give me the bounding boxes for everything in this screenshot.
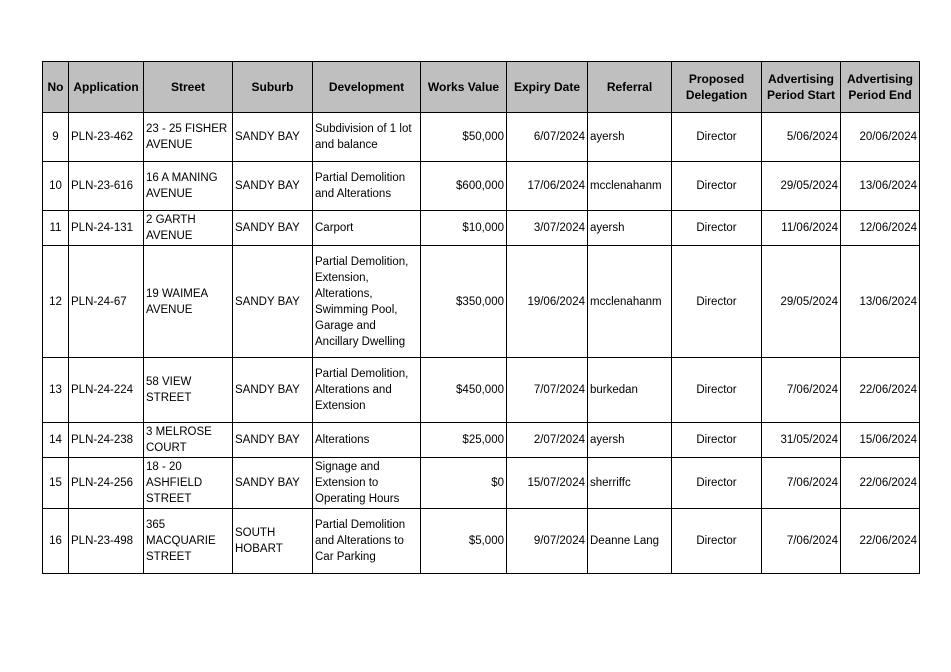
cell-referral: Deanne Lang (588, 509, 672, 574)
cell-expiry-date: 2/07/2024 (507, 423, 588, 458)
cell-application: PLN-23-462 (69, 113, 144, 162)
cell-no: 12 (43, 246, 69, 358)
cell-expiry-date: 7/07/2024 (507, 358, 588, 423)
table-row (43, 458, 920, 509)
cell-application: PLN-24-67 (69, 246, 144, 358)
cell-suburb: SANDY BAY (233, 358, 313, 423)
cell-no: 13 (43, 358, 69, 423)
cell-advertising-start: 7/06/2024 (762, 358, 841, 423)
cell-street: 3 MELROSE COURT (144, 423, 233, 458)
cell-referral: mcclenahanm (588, 162, 672, 211)
header-proposed-delegation: Proposed Delegation (672, 62, 762, 113)
header-expiry-date: Expiry Date (507, 62, 588, 113)
cell-referral: sherriffc (588, 458, 672, 509)
table-row (43, 509, 920, 574)
cell-street: 19 WAIMEA AVENUE (144, 246, 233, 358)
cell-works-value: $5,000 (421, 509, 507, 574)
cell-suburb: SANDY BAY (233, 211, 313, 246)
cell-delegation: Director (672, 246, 762, 358)
cell-application: PLN-24-256 (69, 458, 144, 509)
cell-expiry-date: 15/07/2024 (507, 458, 588, 509)
cell-referral: ayersh (588, 113, 672, 162)
cell-no: 14 (43, 423, 69, 458)
cell-no: 15 (43, 458, 69, 509)
table-row (43, 211, 920, 246)
header-no: No (43, 62, 69, 113)
cell-suburb: SANDY BAY (233, 246, 313, 358)
table-row (43, 246, 920, 358)
cell-advertising-end: 22/06/2024 (841, 458, 920, 509)
cell-application: PLN-24-238 (69, 423, 144, 458)
cell-no: 10 (43, 162, 69, 211)
cell-advertising-end: 22/06/2024 (841, 509, 920, 574)
cell-works-value: $450,000 (421, 358, 507, 423)
table-row (43, 423, 920, 458)
cell-development: Signage and Extension to Operating Hours (313, 458, 421, 509)
cell-development: Partial Demolition, Extension, Alterations, Swimming Pool, Garage and Ancillary Dwelling (313, 246, 421, 358)
header-suburb: Suburb (233, 62, 313, 113)
cell-street: 365 MACQUARIE STREET (144, 509, 233, 574)
cell-development: Partial Demolition and Alterations to Car Parking (313, 509, 421, 574)
cell-referral: burkedan (588, 358, 672, 423)
cell-advertising-start: 5/06/2024 (762, 113, 841, 162)
cell-referral: ayersh (588, 211, 672, 246)
cell-no: 9 (43, 113, 69, 162)
cell-development: Partial Demolition, Alterations and Extension (313, 358, 421, 423)
header-advertising-end: Advertising Period End (841, 62, 920, 113)
cell-advertising-start: 11/06/2024 (762, 211, 841, 246)
header-application: Application (69, 62, 144, 113)
table-row (43, 113, 920, 162)
header-street: Street (144, 62, 233, 113)
cell-suburb: SANDY BAY (233, 162, 313, 211)
cell-advertising-end: 13/06/2024 (841, 246, 920, 358)
cell-delegation: Director (672, 162, 762, 211)
cell-works-value: $25,000 (421, 423, 507, 458)
cell-suburb: SANDY BAY (233, 458, 313, 509)
cell-street: 18 - 20 ASHFIELD STREET (144, 458, 233, 509)
cell-suburb: SANDY BAY (233, 423, 313, 458)
header-works-value: Works Value (421, 62, 507, 113)
cell-works-value: $0 (421, 458, 507, 509)
cell-no: 11 (43, 211, 69, 246)
cell-street: 23 - 25 FISHER AVENUE (144, 113, 233, 162)
cell-advertising-start: 29/05/2024 (762, 162, 841, 211)
cell-expiry-date: 6/07/2024 (507, 113, 588, 162)
header-development: Development (313, 62, 421, 113)
table-row (43, 162, 920, 211)
cell-expiry-date: 17/06/2024 (507, 162, 588, 211)
cell-suburb: SOUTH HOBART (233, 509, 313, 574)
header-referral: Referral (588, 62, 672, 113)
cell-advertising-end: 20/06/2024 (841, 113, 920, 162)
cell-street: 2 GARTH AVENUE (144, 211, 233, 246)
cell-referral: ayersh (588, 423, 672, 458)
cell-delegation: Director (672, 358, 762, 423)
cell-no: 16 (43, 509, 69, 574)
cell-works-value: $50,000 (421, 113, 507, 162)
cell-development: Subdivision of 1 lot and balance (313, 113, 421, 162)
cell-development: Carport (313, 211, 421, 246)
cell-expiry-date: 3/07/2024 (507, 211, 588, 246)
cell-delegation: Director (672, 423, 762, 458)
cell-delegation: Director (672, 211, 762, 246)
header-advertising-start: Advertising Period Start (762, 62, 841, 113)
cell-application: PLN-24-131 (69, 211, 144, 246)
cell-advertising-end: 13/06/2024 (841, 162, 920, 211)
cell-advertising-start: 31/05/2024 (762, 423, 841, 458)
cell-street: 16 A MANING AVENUE (144, 162, 233, 211)
cell-delegation: Director (672, 509, 762, 574)
cell-application: PLN-24-224 (69, 358, 144, 423)
planning-applications-table (42, 61, 920, 574)
cell-works-value: $10,000 (421, 211, 507, 246)
cell-street: 58 VIEW STREET (144, 358, 233, 423)
cell-advertising-start: 7/06/2024 (762, 509, 841, 574)
cell-advertising-end: 15/06/2024 (841, 423, 920, 458)
cell-application: PLN-23-616 (69, 162, 144, 211)
cell-suburb: SANDY BAY (233, 113, 313, 162)
cell-delegation: Director (672, 113, 762, 162)
table-body (43, 113, 920, 574)
cell-expiry-date: 9/07/2024 (507, 509, 588, 574)
cell-delegation: Director (672, 458, 762, 509)
table-row (43, 358, 920, 423)
cell-expiry-date: 19/06/2024 (507, 246, 588, 358)
cell-referral: mcclenahanm (588, 246, 672, 358)
header-row (43, 62, 920, 113)
cell-works-value: $600,000 (421, 162, 507, 211)
cell-advertising-end: 22/06/2024 (841, 358, 920, 423)
cell-development: Alterations (313, 423, 421, 458)
cell-advertising-start: 7/06/2024 (762, 458, 841, 509)
cell-advertising-start: 29/05/2024 (762, 246, 841, 358)
cell-works-value: $350,000 (421, 246, 507, 358)
cell-development: Partial Demolition and Alterations (313, 162, 421, 211)
cell-advertising-end: 12/06/2024 (841, 211, 920, 246)
cell-application: PLN-23-498 (69, 509, 144, 574)
